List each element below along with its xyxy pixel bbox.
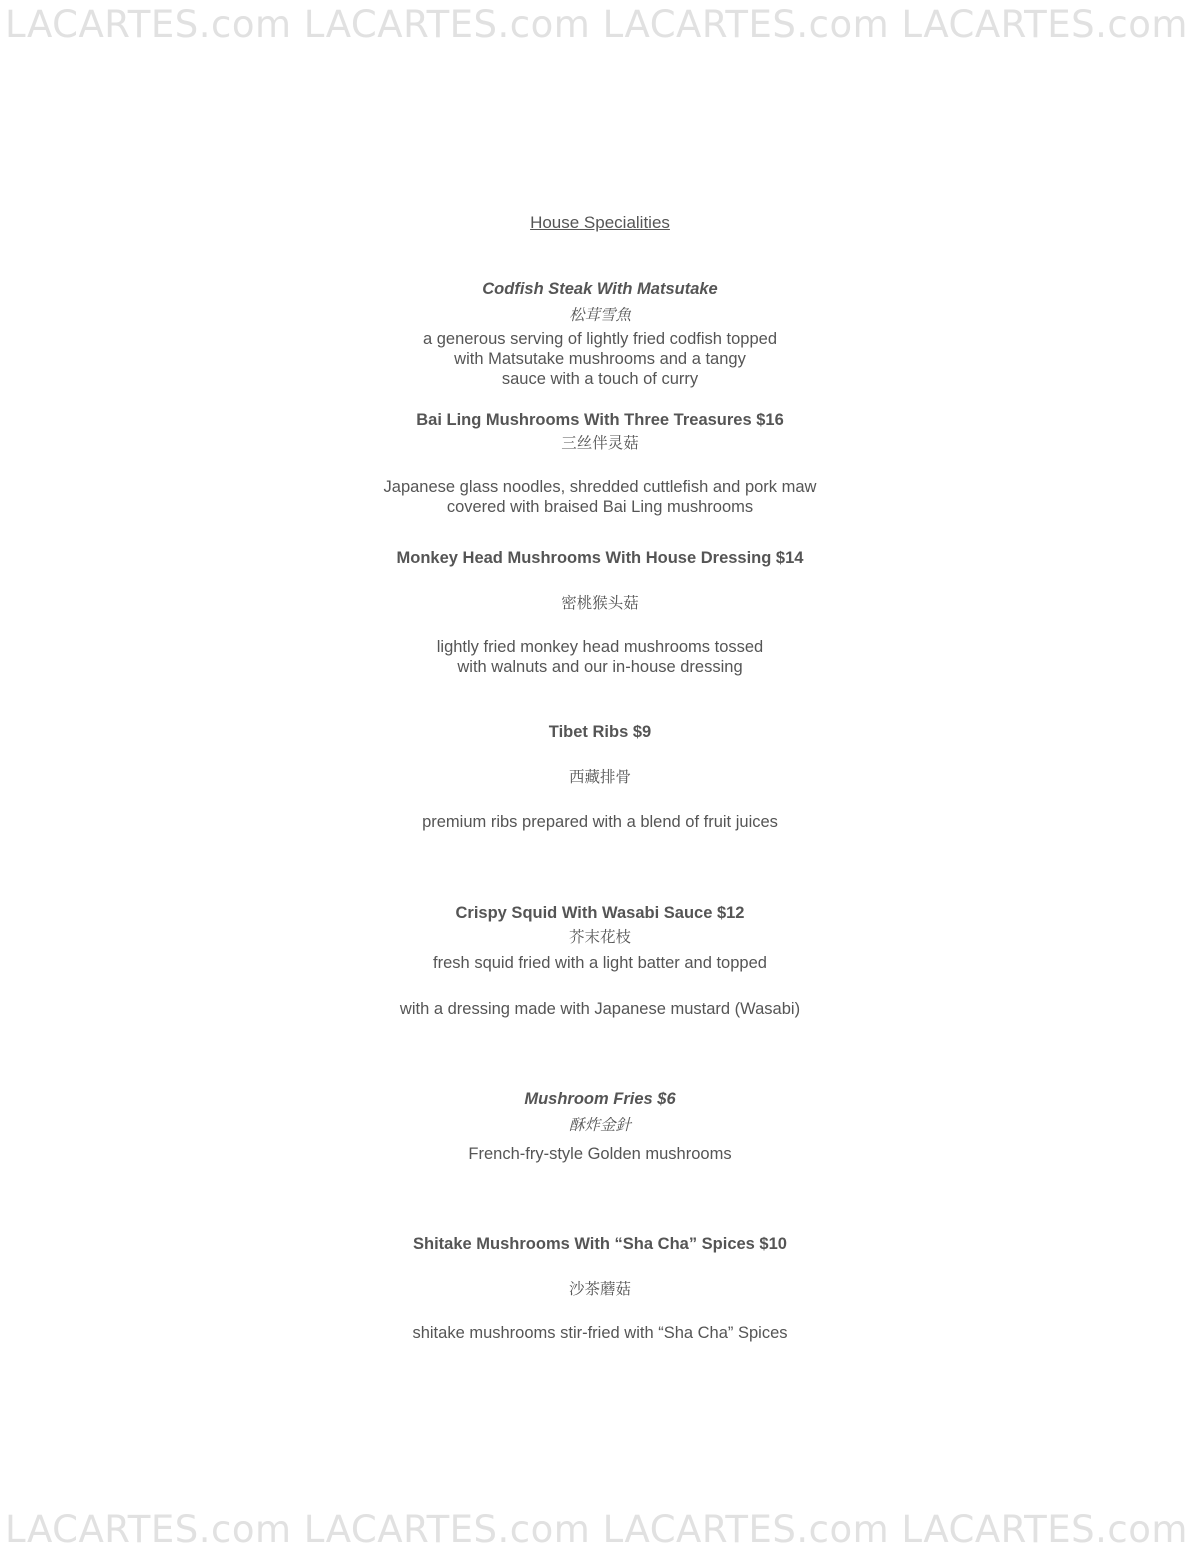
- item-chinese-name: 沙茶蘑菇: [568, 1280, 631, 1298]
- item-name: Bai Ling Mushrooms With Three Treasures $16: [416, 411, 784, 429]
- menu-title: House Specialities: [530, 213, 670, 232]
- item-name: Mushroom Fries $6: [524, 1090, 676, 1108]
- item-chinese-name: 三丝伴灵菇: [561, 434, 639, 452]
- item-description-line: with Matsutake mushrooms and a tangy: [454, 350, 746, 368]
- item-description-line: lightly fried monkey head mushrooms tossed: [436, 638, 764, 656]
- item-description-line: French-fry-style Golden mushrooms: [468, 1145, 732, 1163]
- item-description-line: with a dressing made with Japanese mustard (Wasabi): [399, 1000, 801, 1018]
- item-description-line: a generous serving of lightly fried codfish topped: [422, 330, 778, 348]
- item-description-line: premium ribs prepared with a blend of fruit juices: [422, 813, 778, 831]
- item-description-line: Japanese glass noodles, shredded cuttlefish and pork maw: [383, 478, 817, 496]
- item-chinese-name: 密桃猴头菇: [561, 594, 639, 612]
- item-name: Monkey Head Mushrooms With House Dressing $14: [396, 549, 804, 567]
- item-description-line: with walnuts and our in-house dressing: [457, 658, 743, 676]
- watermark-top: LACARTES.com LACARTES.com LACARTES.com LACARTES.com: [5, 6, 1188, 43]
- item-chinese-name: 酥炸金針: [568, 1116, 631, 1134]
- watermark-bottom: LACARTES.com LACARTES.com LACARTES.com LACARTES.com: [5, 1511, 1188, 1548]
- item-name: Tibet Ribs $9: [548, 723, 652, 741]
- item-chinese-name: 西藏排骨: [568, 768, 631, 786]
- item-chinese-name: 松茸雪魚: [568, 306, 631, 324]
- item-name: Codfish Steak With Matsutake: [482, 280, 718, 298]
- item-name: Crispy Squid With Wasabi Sauce $12: [455, 904, 745, 922]
- item-description-line: shitake mushrooms stir-fried with “Sha Cha” Spices: [412, 1324, 788, 1342]
- item-description-line: covered with braised Bai Ling mushrooms: [446, 498, 754, 516]
- item-name: Shitake Mushrooms With “Sha Cha” Spices $10: [413, 1235, 787, 1253]
- item-chinese-name: 芥末花枝: [568, 928, 631, 946]
- item-description-line: sauce with a touch of curry: [501, 370, 699, 388]
- item-description-line: fresh squid fried with a light batter and topped: [433, 954, 767, 972]
